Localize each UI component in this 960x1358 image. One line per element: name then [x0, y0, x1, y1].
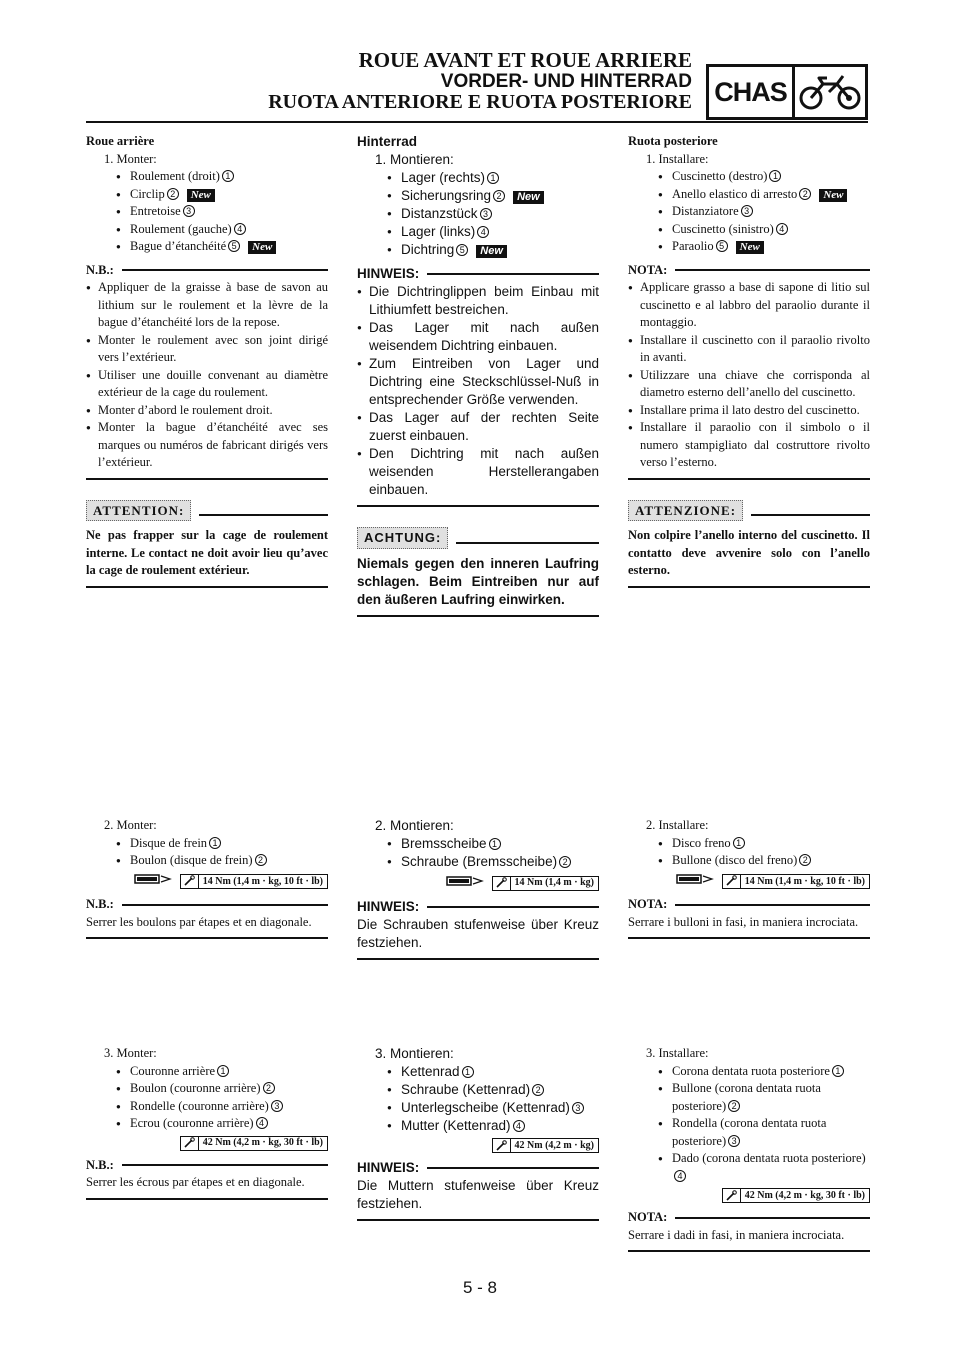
note-item: ● Applicare grasso a base di sapone di litio sul cuscinetto e al labbro del paraolio durante il montaggio. — [628, 279, 870, 332]
note-rule — [628, 937, 870, 939]
de-part-sprocket-nut: ● Mutter (Kettenrad) 4 — [357, 1117, 599, 1135]
fr-part-bearing-left: ● Roulement (gauche) 4 — [86, 221, 328, 239]
torque-wrench-icon — [723, 875, 741, 888]
it-part-oil-seal: ● Paraolio 5 New — [628, 238, 870, 256]
note-rule — [357, 958, 599, 960]
note-heading: HINWEIS: — [357, 898, 599, 916]
torque-value: 14 Nm (1,4 m · kg, 10 ft · lb) — [202, 875, 323, 887]
note-rule — [628, 1250, 870, 1252]
de-section-2 — [357, 817, 599, 960]
torque-value: 42 Nm (4,2 m · kg, 30 ft · lb) — [202, 1137, 323, 1149]
torque-value: 42 Nm (4,2 m · kg, 30 ft · lb) — [744, 1189, 865, 1201]
page-header — [0, 0, 960, 130]
note-text: Serrer les boulons par étapes et en diagonale. — [86, 914, 312, 929]
note-heading: HINWEIS: — [357, 265, 599, 283]
torque-wrench-icon — [181, 1137, 199, 1150]
torque-wrench-icon — [181, 875, 199, 888]
it-step-1: 1. Installare: — [646, 151, 709, 166]
note-item: ● Monter d’abord le roulement droit. — [86, 402, 328, 420]
section-label: CHAS — [709, 67, 795, 117]
it-torque-spec-2 — [628, 1188, 870, 1203]
fr-part-brake-disc: ● Disque de frein 1 — [86, 835, 328, 853]
it-note-3 — [628, 1209, 870, 1252]
it-torque-spec-1 — [628, 873, 870, 891]
note-rule — [86, 478, 328, 480]
fr-part-sprocket-nut: ● Ecrou (couronne arrière) 4 — [86, 1115, 328, 1133]
de-note-1 — [357, 265, 599, 507]
note-heading: NOTA: — [628, 1209, 870, 1227]
torque-wrench-icon — [493, 1139, 511, 1152]
de-part-spacer: ● Distanzstück 3 — [357, 205, 599, 223]
fr-part-sprocket-bolt: ● Boulon (couronne arrière) 2 — [86, 1080, 328, 1098]
fr-section-2 — [86, 817, 328, 939]
fr-step-1: 1. Monter: — [104, 151, 157, 166]
note-item: ● Das Lager auf der rechten Seite zuerst einbauen. — [357, 409, 599, 445]
note-text: Serrare i dadi in fasi, in maniera incrociata. — [628, 1227, 845, 1242]
note-item: ● Installare prima il lato destro del cuscinetto. — [628, 402, 870, 420]
it-section-1 — [628, 133, 870, 588]
de-torque-spec-1 — [357, 874, 599, 892]
torque-value: 42 Nm (4,2 m · kg) — [514, 1139, 594, 1151]
fr-part-sprocket: ● Couronne arrière 1 — [86, 1063, 328, 1081]
it-step-2: 2. Installare: — [646, 818, 709, 832]
note-item: ● Das Lager mit nach außen weisendem Dichtring einbauen. — [357, 319, 599, 355]
note-item: ● Monter la bague d’étanchéité avec ses marques ou numéros de fabricant dirigés vers l’extérieur. — [86, 419, 328, 472]
header-rule — [86, 121, 868, 123]
it-part-bearing-left: ● Cuscinetto (sinistro) 4 — [628, 221, 870, 239]
fr-part-spacer: ● Entretoise 3 — [86, 203, 328, 221]
note-text: Serrare i bulloni in fasi, in maniera incrociata. — [628, 914, 859, 929]
fr-step-3: 3. Monter: — [104, 1046, 157, 1060]
torque-value: 14 Nm (1,4 m · kg) — [514, 877, 594, 888]
it-heading: Ruota posteriore — [628, 134, 718, 148]
page-number: 5 - 8 — [462, 1278, 498, 1297]
fr-section-1 — [86, 133, 328, 588]
note-rule — [86, 937, 328, 939]
it-section-3 — [628, 1045, 870, 1252]
de-section-3 — [357, 1045, 599, 1221]
note-heading: NOTA: — [628, 262, 870, 280]
note-item: ● Installare il cuscinetto con il paraolio rivolto in avanti. — [628, 332, 870, 367]
caution-label: ATTENTION: — [86, 500, 191, 522]
note-rule — [86, 1198, 328, 1200]
title-italian: RUOTA ANTERIORE E RUOTA POSTERIORE — [268, 91, 692, 113]
thread-lock-icon — [134, 873, 174, 891]
new-badge: New — [476, 245, 507, 258]
new-badge: New — [248, 241, 276, 254]
caution-rule — [357, 615, 599, 617]
fr-part-oil-seal: ● Bague d’étanchéité 5 New — [86, 238, 328, 256]
title-french: ROUE AVANT ET ROUE ARRIERE — [358, 48, 692, 72]
note-heading: N.B.: — [86, 896, 328, 914]
it-caution — [628, 500, 870, 588]
de-part-circlip: ● Sicherungsring 2 New — [357, 187, 599, 205]
note-rule — [357, 1219, 599, 1221]
note-text: Serrer les écrous par étapes et en diagonale. — [86, 1175, 305, 1189]
it-part-spacer: ● Distanziatore 3 — [628, 203, 870, 221]
fr-heading: Roue arrière — [86, 134, 155, 148]
it-step-3: 3. Installare: — [646, 1046, 709, 1060]
new-badge: New — [736, 241, 764, 254]
it-part-sprocket: ● Corona dentata ruota posteriore 1 — [628, 1063, 870, 1081]
caution-rule — [628, 586, 870, 588]
fr-section-3 — [86, 1045, 328, 1200]
note-heading: HINWEIS: — [357, 1159, 599, 1177]
fr-part-bearing-right: ● Roulement (droit) 1 — [86, 168, 328, 186]
de-step-2: 2. Montieren: — [375, 818, 454, 833]
de-part-brake-disc: ● Bremsscheibe 1 — [357, 835, 599, 853]
de-caution — [357, 527, 599, 617]
it-part-brake-disc-bolt: ● Bullone (disco del freno) 2 — [628, 852, 870, 870]
torque-wrench-icon — [493, 877, 511, 890]
it-part-brake-disc: ● Disco freno 1 — [628, 835, 870, 853]
note-item: ● Utilizzare una chiave che corrisponda al diametro esterno dell’anello del cuscinetto. — [628, 367, 870, 402]
fr-note-3 — [86, 1157, 328, 1200]
de-part-sprocket-washer: ● Unterlegscheibe (Kettenrad) 3 — [357, 1099, 599, 1117]
note-heading: NOTA: — [628, 896, 870, 914]
fr-step-2: 2. Monter: — [104, 818, 157, 832]
fr-torque-spec-2 — [86, 1136, 328, 1151]
note-item: ● Appliquer de la graisse à base de savon au lithium sur le roulement et la lèvre de la bague d’étanchéité lors de la repose. — [86, 279, 328, 332]
caution-rule — [86, 586, 328, 588]
note-heading: N.B.: — [86, 262, 328, 280]
fr-part-brake-disc-bolt: ● Boulon (disque de frein) 2 — [86, 852, 328, 870]
section-badge — [706, 64, 868, 120]
caution-text: Non colpire l’anello interno del cuscinetto. Il contatto deve avvenire solo con l’anello esterno. — [628, 528, 870, 577]
de-note-3 — [357, 1159, 599, 1221]
header-titles — [268, 50, 692, 113]
it-section-2 — [628, 817, 870, 939]
de-part-brake-disc-bolt: ● Schraube (Bremsscheibe) 2 — [357, 853, 599, 871]
de-torque-spec-2 — [357, 1138, 599, 1153]
de-part-oil-seal: ● Dichtring 5 New — [357, 241, 599, 259]
thread-lock-icon — [446, 874, 486, 892]
de-part-sprocket: ● Kettenrad 1 — [357, 1063, 599, 1081]
caution-text: Ne pas frapper sur la cage de roulement interne. Le contact ne doit avoir lieu qu’avec la cage de roulement extérieur. — [86, 528, 328, 577]
it-part-circlip: ● Anello elastico di arresto 2 New — [628, 186, 870, 204]
new-badge: New — [187, 189, 215, 202]
fr-note-1 — [86, 262, 328, 480]
note-text: Die Muttern stufenweise über Kreuz festziehen. — [357, 1178, 599, 1211]
title-german: VORDER- UND HINTERRAD — [440, 71, 692, 92]
de-part-bearing-right: ● Lager (rechts) 1 — [357, 169, 599, 187]
fr-caution — [86, 500, 328, 588]
it-part-sprocket-washer: ● Rondella (corona dentata ruota posteriore) 3 — [628, 1115, 870, 1150]
de-part-sprocket-bolt: ● Schraube (Kettenrad) 2 — [357, 1081, 599, 1099]
thread-lock-icon — [676, 873, 716, 891]
it-part-sprocket-nut: ● Dado (corona dentata ruota posteriore)4 — [628, 1150, 870, 1185]
note-item: ● Monter le roulement avec son joint dirigé vers l’extérieur. — [86, 332, 328, 367]
note-rule — [357, 505, 599, 507]
note-text: Die Schrauben stufenweise über Kreuz festziehen. — [357, 917, 599, 950]
de-part-bearing-left: ● Lager (links) 4 — [357, 223, 599, 241]
motorcycle-icon — [795, 67, 865, 117]
de-section-1 — [357, 133, 599, 617]
caution-label: ATTENZIONE: — [628, 500, 743, 522]
de-heading: Hinterrad — [357, 134, 418, 149]
new-badge: New — [513, 191, 544, 204]
caution-text: Niemals gegen den inneren Laufring schlagen. Beim Eintreiben nur auf den äußeren Laufring einwirken. — [357, 556, 599, 607]
fr-part-circlip: ● Circlip 2 New — [86, 186, 328, 204]
note-item: ● Utiliser une douille convenant au diamètre extérieur de la cage du roulement. — [86, 367, 328, 402]
fr-note-2 — [86, 896, 328, 939]
note-item: ● Die Dichtringlippen beim Einbau mit Lithiumfett bestreichen. — [357, 283, 599, 319]
fr-part-sprocket-washer: ● Rondelle (couronne arrière) 3 — [86, 1098, 328, 1116]
de-note-2 — [357, 898, 599, 960]
de-step-3: 3. Montieren: — [375, 1046, 454, 1061]
note-heading: N.B.: — [86, 1157, 328, 1175]
it-note-2 — [628, 896, 870, 939]
note-item: ● Zum Eintreiben von Lager und Dichtring eine Steckschlüssel-Nuß in entsprechender Größe verwenden. — [357, 355, 599, 409]
de-step-1: 1. Montieren: — [375, 152, 454, 167]
fr-torque-spec-1 — [86, 873, 328, 891]
torque-wrench-icon — [723, 1189, 741, 1202]
caution-label: ACHTUNG: — [357, 527, 448, 549]
it-part-sprocket-bolt: ● Bullone (corona dentata ruota posteriore) 2 — [628, 1080, 870, 1115]
note-rule — [628, 478, 870, 480]
it-part-bearing-right: ● Cuscinetto (destro) 1 — [628, 168, 870, 186]
note-item: ● Den Dichtring mit nach außen weisenden Herstellerangaben einbauen. — [357, 445, 599, 499]
new-badge: New — [819, 189, 847, 202]
note-item: ● Installare il paraolio con il simbolo o il numero stampigliato dal costruttore rivolto verso l’esterno. — [628, 419, 870, 472]
torque-value: 14 Nm (1,4 m · kg, 10 ft · lb) — [744, 875, 865, 887]
it-note-1 — [628, 262, 870, 480]
